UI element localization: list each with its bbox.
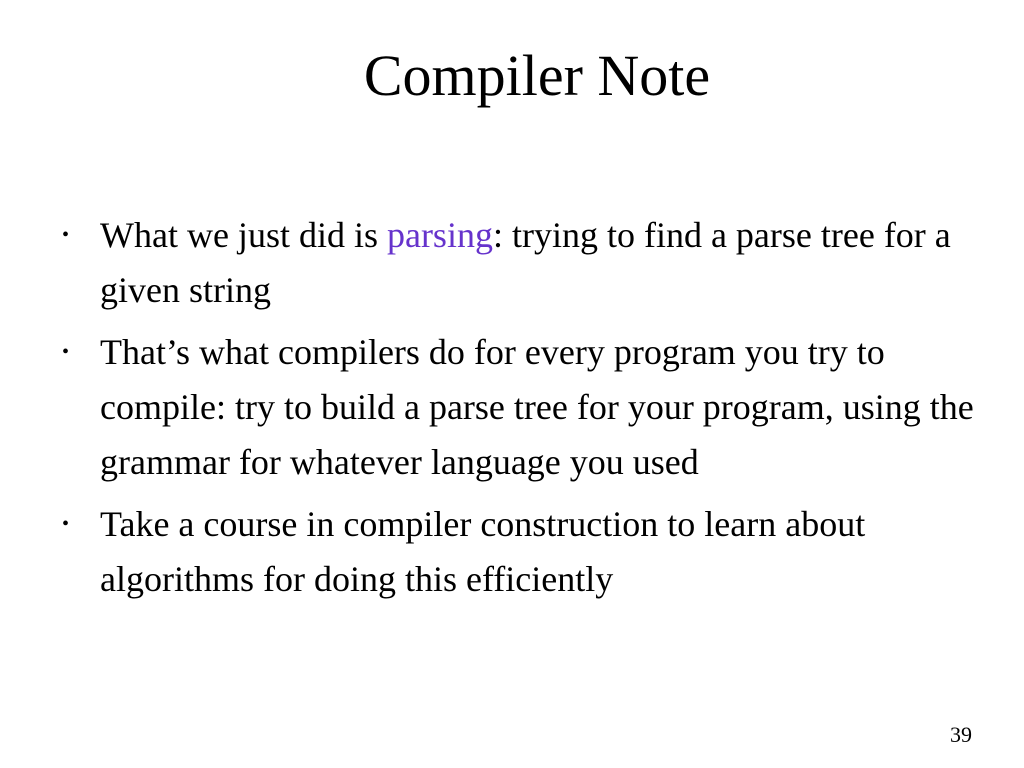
bullet-item — [62, 325, 980, 490]
bullet-icon: • — [62, 224, 70, 246]
bullet-item — [62, 208, 980, 318]
bullet-icon: • — [62, 341, 70, 363]
slide-title: Compiler Note — [363, 43, 711, 108]
bullet-text-start: What we just did is — [100, 215, 387, 255]
bullet-icon: • — [62, 513, 70, 535]
highlighted-term: parsing — [386, 215, 493, 255]
bullet-text: Take a course in compiler construction to learn about algorithms for doing this efficiently — [100, 504, 866, 599]
page-number: 39 — [950, 722, 972, 747]
bullet-text-end: : trying to find a parse tree for a given string — [100, 215, 951, 310]
bullet-item — [62, 497, 980, 607]
bullet-text: That’s what compilers do for every program you try to compile: try to build a parse tree for your program, using the grammar for whatever language you used — [100, 332, 974, 482]
bullet-list — [62, 208, 980, 614]
